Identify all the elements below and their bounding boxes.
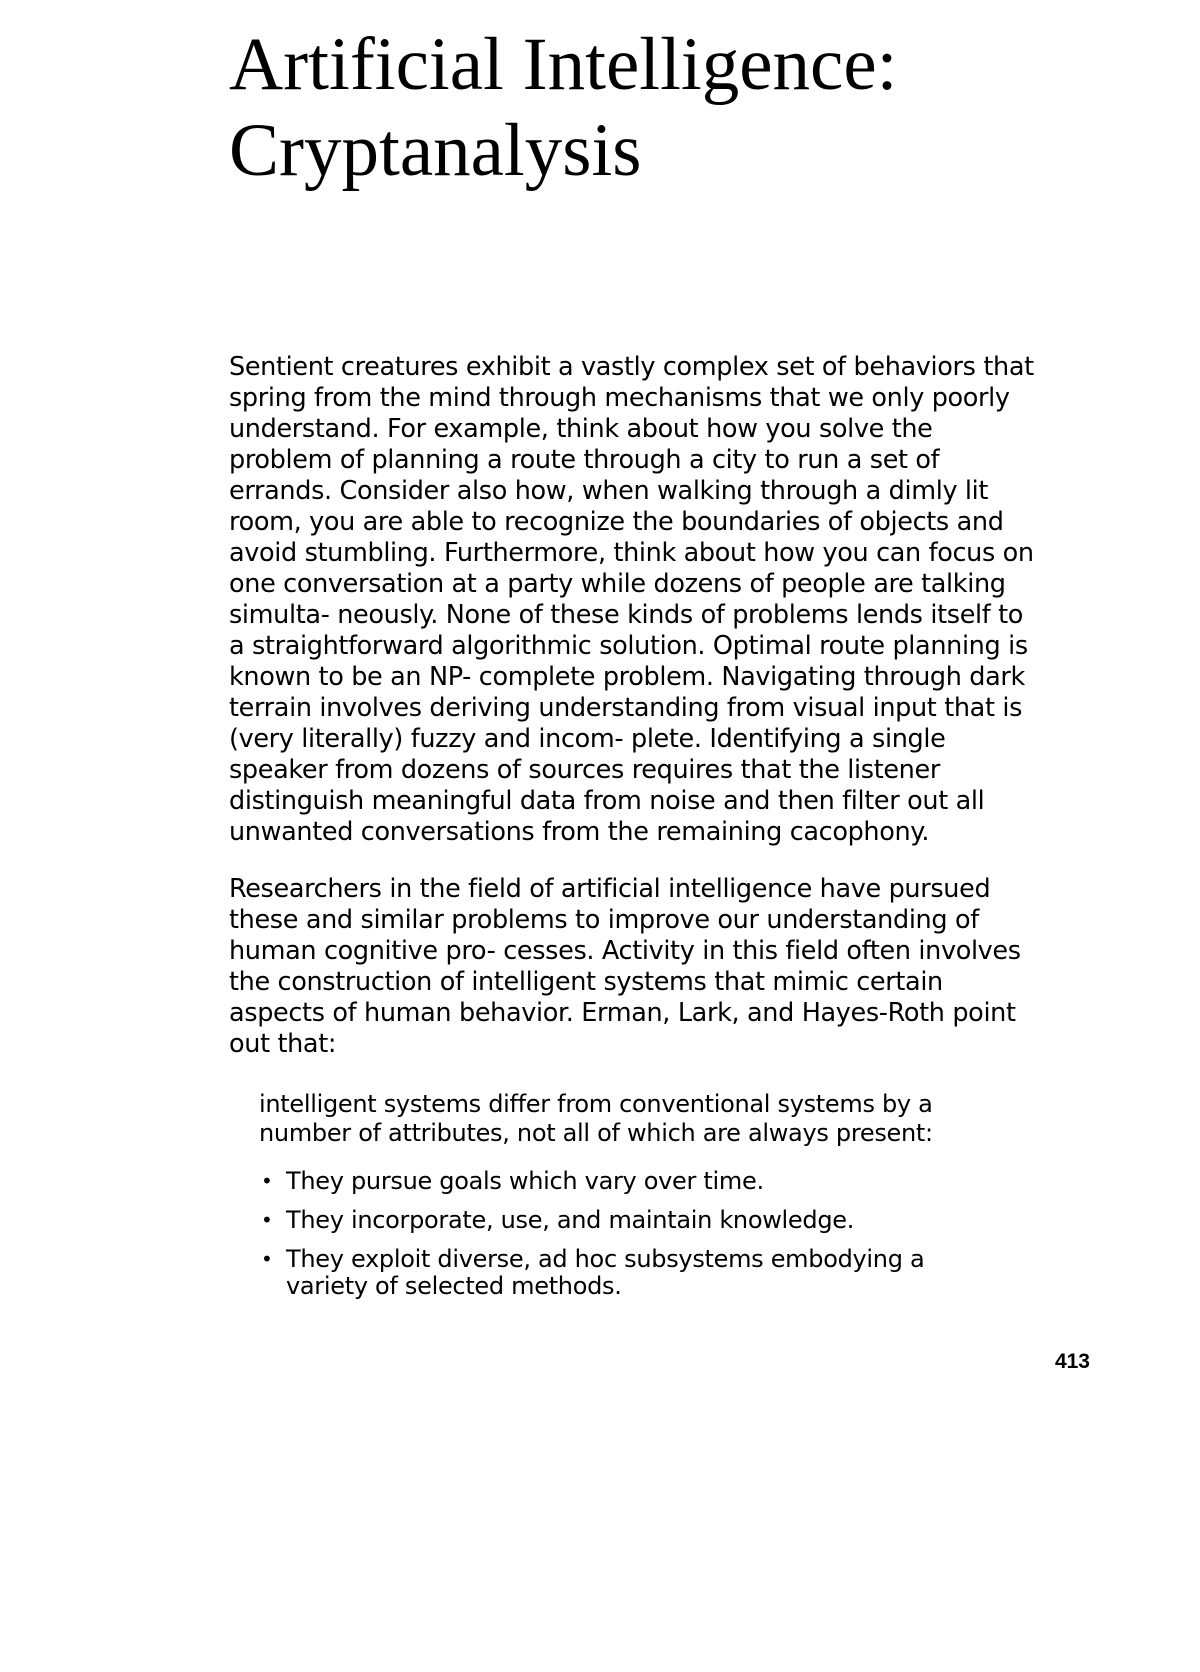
body-paragraph: [229, 352, 1099, 848]
text-line: They exploit diverse, ad hoc subsystems embodying a: [286, 1245, 925, 1273]
chapter-title: [229, 22, 1129, 194]
text-line: one conversation at a party while dozens of people are talking: [229, 569, 1006, 599]
text-line: intelligent systems differ from conventional systems by a: [259, 1090, 933, 1118]
text-line: They pursue goals which vary over time.: [286, 1167, 764, 1195]
text-line: room, you are able to recognize the boundaries of objects and: [229, 507, 1004, 537]
text-line: variety of selected methods.: [286, 1272, 622, 1300]
text-line: out that:: [229, 1029, 337, 1059]
text-line: distinguish meaningful data from noise and then filter out all: [229, 786, 985, 816]
text-line: spring from the mind through mechanisms that we only poorly: [229, 383, 1010, 413]
text-line: number of attributes, not all of which are always present:: [259, 1119, 933, 1147]
text-line: the construction of intelligent systems that mimic certain: [229, 967, 943, 997]
text-line: errands. Consider also how, when walking through a dimly lit: [229, 476, 989, 506]
body-paragraph: [229, 874, 1099, 1060]
text-line: Sentient creatures exhibit a vastly complex set of behaviors that: [229, 352, 1034, 382]
text-line: They incorporate, use, and maintain knowledge.: [286, 1206, 855, 1234]
page-number: 413: [1054, 1350, 1090, 1373]
text-line: terrain involves deriving understanding from visual input that is: [229, 693, 1023, 723]
text-line: avoid stumbling. Furthermore, think about how you can focus on: [229, 538, 1034, 568]
text-line: problem of planning a route through a city to run a set of: [229, 445, 940, 475]
chapter-title-line: Cryptanalysis: [229, 109, 642, 192]
bullet-item: [259, 1168, 1079, 1195]
text-line: aspects of human behavior. Erman, Lark, and Hayes-Roth point: [229, 998, 1016, 1028]
text-line: (very literally) fuzzy and incom- plete. Identifying a single: [229, 724, 946, 754]
text-line: speaker from dozens of sources requires that the listener: [229, 755, 940, 785]
chapter-title-line: Artificial Intelligence:: [229, 23, 898, 106]
quote-bullet-list: [259, 1168, 1079, 1312]
text-line: understand. For example, think about how you solve the: [229, 414, 933, 444]
text-line: simulta- neously. None of these kinds of problems lends itself to: [229, 600, 1024, 630]
bullet-icon: •: [261, 1169, 273, 1193]
bullet-icon: •: [261, 1247, 273, 1271]
bullet-item: [259, 1246, 1079, 1300]
text-line: known to be an NP- complete problem. Navigating through dark: [229, 662, 1025, 692]
text-line: a straightforward algorithmic solution. Optimal route planning is: [229, 631, 1028, 661]
text-line: unwanted conversations from the remaining cacophony.: [229, 817, 930, 847]
bullet-item: [259, 1207, 1079, 1234]
text-line: human cognitive pro- cesses. Activity in this field often involves: [229, 936, 1021, 966]
bullet-icon: •: [261, 1208, 273, 1232]
block-quote-intro: [259, 1090, 1079, 1148]
text-line: Researchers in the field of artificial intelligence have pursued: [229, 874, 991, 904]
text-line: these and similar problems to improve our understanding of: [229, 905, 979, 935]
